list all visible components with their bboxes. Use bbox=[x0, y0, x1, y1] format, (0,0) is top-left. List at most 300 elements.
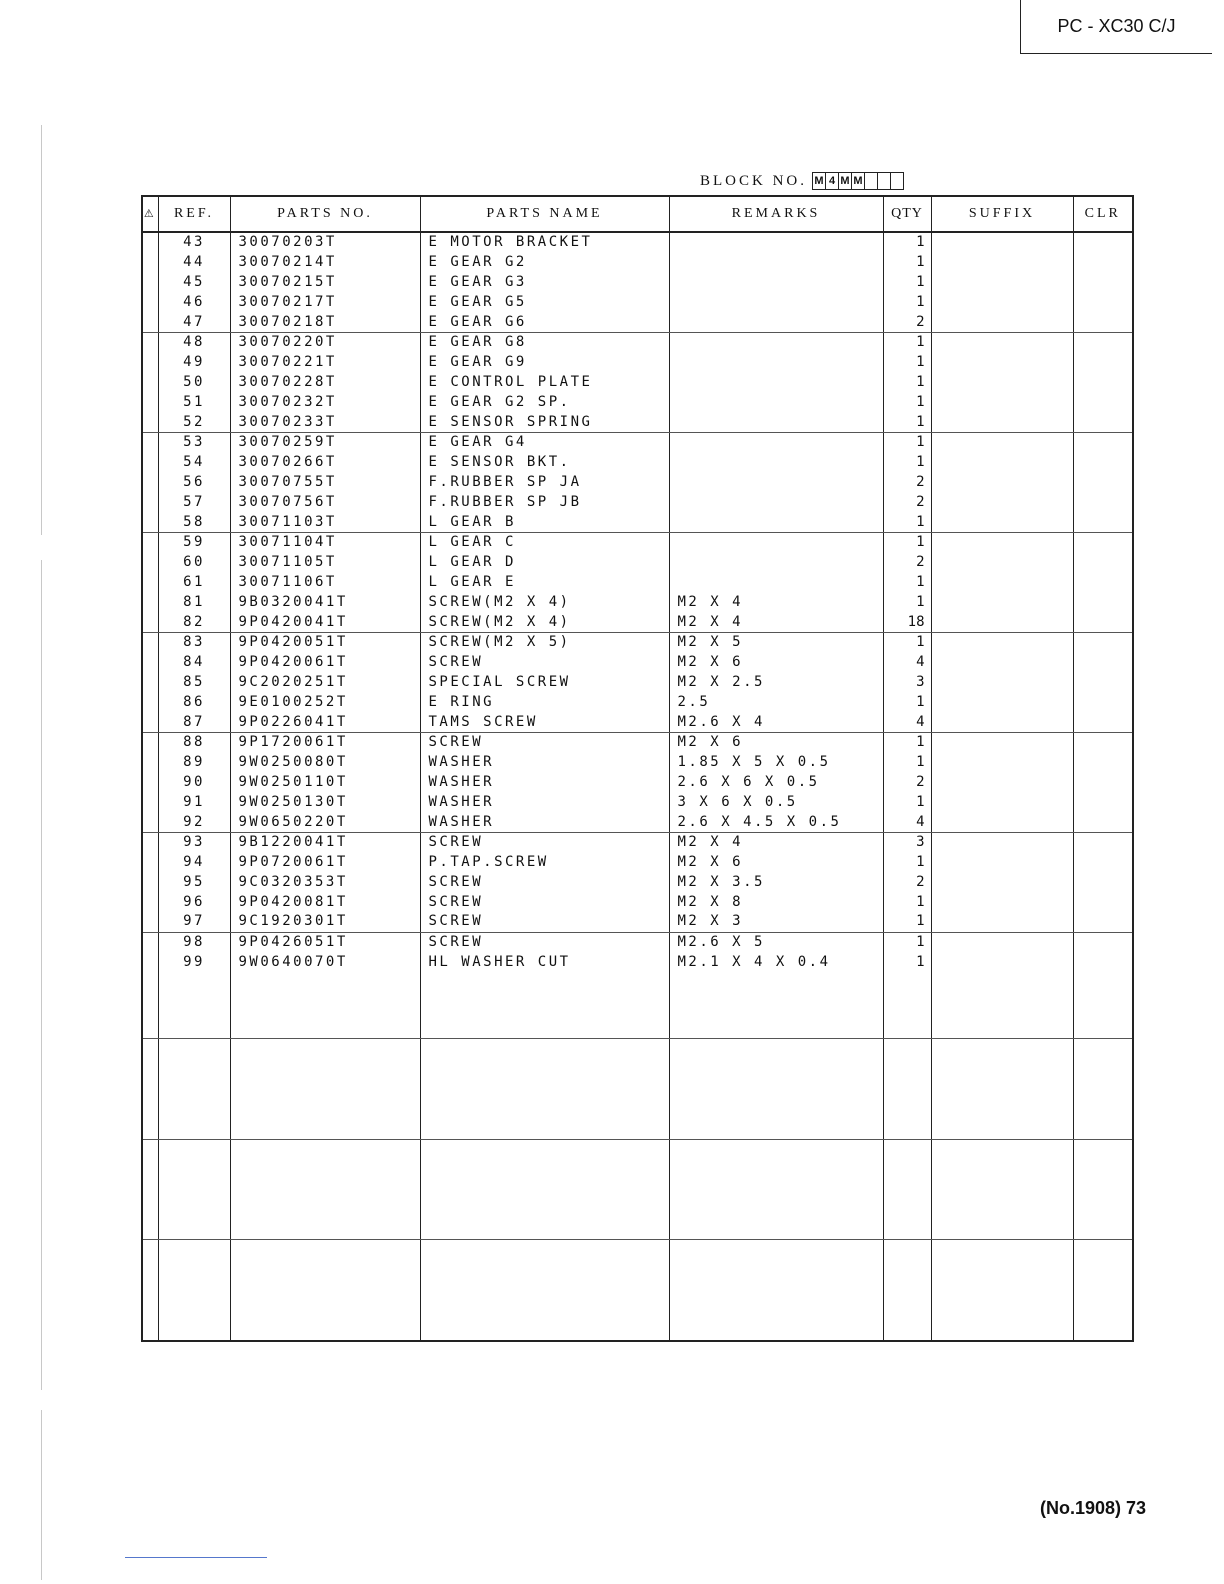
remarks-cell: 3 X 6 X 0.5 bbox=[669, 792, 883, 812]
empty-cell bbox=[669, 1039, 883, 1140]
clr-cell bbox=[1073, 612, 1133, 632]
safety-mark-cell bbox=[142, 592, 158, 612]
parts-no-cell: 9W0250080T bbox=[230, 753, 420, 773]
suffix-cell bbox=[931, 653, 1073, 673]
table-row bbox=[142, 512, 1133, 532]
remarks-cell bbox=[669, 573, 883, 593]
safety-mark-cell bbox=[142, 412, 158, 432]
ref-cell: 58 bbox=[158, 512, 230, 532]
parts-name-cell: E GEAR G8 bbox=[420, 332, 669, 352]
remarks-cell: M2 X 4 bbox=[669, 612, 883, 632]
safety-mark-cell bbox=[142, 392, 158, 412]
qty-cell: 3 bbox=[883, 832, 931, 852]
remarks-cell: M2 X 6 bbox=[669, 853, 883, 873]
qty-cell: 4 bbox=[883, 653, 931, 673]
parts-no-cell: 30070214T bbox=[230, 253, 420, 273]
ref-cell: 49 bbox=[158, 353, 230, 373]
ref-cell: 59 bbox=[158, 532, 230, 552]
table-row bbox=[142, 332, 1133, 352]
safety-mark-cell bbox=[142, 632, 158, 652]
empty-cell bbox=[158, 972, 230, 1039]
safety-mark-cell bbox=[142, 312, 158, 332]
clr-cell bbox=[1073, 373, 1133, 393]
empty-row bbox=[142, 1139, 1133, 1240]
model-number: PC - XC30 C/J bbox=[1057, 16, 1176, 36]
suffix-cell bbox=[931, 812, 1073, 832]
table-row bbox=[142, 473, 1133, 493]
ref-cell: 81 bbox=[158, 592, 230, 612]
empty-row bbox=[142, 1039, 1133, 1140]
parts-list-table bbox=[141, 195, 1134, 1342]
remarks-cell bbox=[669, 392, 883, 412]
suffix-cell bbox=[931, 473, 1073, 493]
remarks-cell bbox=[669, 253, 883, 273]
qty-cell: 2 bbox=[883, 312, 931, 332]
suffix-cell bbox=[931, 532, 1073, 552]
parts-no-cell: 9E0100252T bbox=[230, 692, 420, 712]
table-row bbox=[142, 373, 1133, 393]
clr-cell bbox=[1073, 932, 1133, 952]
clr-cell bbox=[1073, 573, 1133, 593]
table-row bbox=[142, 553, 1133, 573]
qty-cell: 1 bbox=[883, 353, 931, 373]
parts-no-cell: 9P0420041T bbox=[230, 612, 420, 632]
clr-header: CLR bbox=[1073, 196, 1133, 232]
empty-cell bbox=[158, 1039, 230, 1140]
parts-name-cell: E GEAR G9 bbox=[420, 353, 669, 373]
clr-cell bbox=[1073, 592, 1133, 612]
empty-cell bbox=[142, 1039, 158, 1140]
ref-cell: 47 bbox=[158, 312, 230, 332]
qty-cell: 1 bbox=[883, 892, 931, 912]
block-box bbox=[890, 172, 904, 190]
parts-name-cell: E GEAR G3 bbox=[420, 273, 669, 293]
qty-cell: 1 bbox=[883, 532, 931, 552]
qty-cell: 1 bbox=[883, 432, 931, 452]
table-row bbox=[142, 732, 1133, 752]
ref-cell: 87 bbox=[158, 712, 230, 732]
safety-mark-cell bbox=[142, 453, 158, 473]
suffix-cell bbox=[931, 392, 1073, 412]
suffix-cell bbox=[931, 373, 1073, 393]
empty-cell bbox=[1073, 1139, 1133, 1240]
safety-mark-cell bbox=[142, 653, 158, 673]
parts-table-body bbox=[142, 232, 1133, 1341]
empty-cell bbox=[158, 1240, 230, 1341]
table-row bbox=[142, 753, 1133, 773]
suffix-cell bbox=[931, 773, 1073, 793]
clr-cell bbox=[1073, 492, 1133, 512]
parts-name-cell: WASHER bbox=[420, 812, 669, 832]
qty-cell: 1 bbox=[883, 632, 931, 652]
clr-cell bbox=[1073, 853, 1133, 873]
ref-cell: 44 bbox=[158, 253, 230, 273]
parts-name-cell: WASHER bbox=[420, 792, 669, 812]
parts-name-cell: SCREW bbox=[420, 932, 669, 952]
suffix-cell bbox=[931, 512, 1073, 532]
ref-cell: 86 bbox=[158, 692, 230, 712]
clr-cell bbox=[1073, 673, 1133, 693]
remarks-cell: 2.6 X 6 X 0.5 bbox=[669, 773, 883, 793]
safety-mark-cell bbox=[142, 832, 158, 852]
parts-name-cell: L GEAR E bbox=[420, 573, 669, 593]
parts-no-cell: 30070203T bbox=[230, 232, 420, 253]
remarks-cell: M2.6 X 5 bbox=[669, 932, 883, 952]
suffix-cell bbox=[931, 292, 1073, 312]
parts-no-cell: 30071104T bbox=[230, 532, 420, 552]
qty-cell: 2 bbox=[883, 873, 931, 893]
qty-cell: 1 bbox=[883, 592, 931, 612]
ref-cell: 83 bbox=[158, 632, 230, 652]
parts-no-cell: 30071105T bbox=[230, 553, 420, 573]
ref-cell: 53 bbox=[158, 432, 230, 452]
parts-name-cell: L GEAR C bbox=[420, 532, 669, 552]
clr-cell bbox=[1073, 553, 1133, 573]
safety-mark-cell bbox=[142, 892, 158, 912]
clr-cell bbox=[1073, 812, 1133, 832]
block-number-boxes bbox=[813, 172, 904, 190]
empty-cell bbox=[420, 1240, 669, 1341]
clr-cell bbox=[1073, 353, 1133, 373]
clr-cell bbox=[1073, 773, 1133, 793]
suffix-cell bbox=[931, 712, 1073, 732]
suffix-cell bbox=[931, 312, 1073, 332]
parts-no-cell: 9P0226041T bbox=[230, 712, 420, 732]
suffix-cell bbox=[931, 232, 1073, 253]
empty-cell bbox=[230, 1039, 420, 1140]
empty-cell bbox=[931, 1139, 1073, 1240]
ref-cell: 56 bbox=[158, 473, 230, 493]
empty-cell bbox=[1073, 972, 1133, 1039]
table-row bbox=[142, 392, 1133, 412]
empty-cell bbox=[142, 1240, 158, 1341]
parts-no-cell: 9P1720061T bbox=[230, 732, 420, 752]
suffix-cell bbox=[931, 753, 1073, 773]
parts-no-cell: 30070215T bbox=[230, 273, 420, 293]
ref-cell: 94 bbox=[158, 853, 230, 873]
table-header-row bbox=[142, 196, 1133, 232]
suffix-cell bbox=[931, 673, 1073, 693]
clr-cell bbox=[1073, 512, 1133, 532]
clr-cell bbox=[1073, 432, 1133, 452]
empty-row bbox=[142, 972, 1133, 1039]
parts-no-cell: 9B0320041T bbox=[230, 592, 420, 612]
remarks-cell bbox=[669, 492, 883, 512]
safety-mark-cell bbox=[142, 532, 158, 552]
parts-name-cell: P.TAP.SCREW bbox=[420, 853, 669, 873]
parts-no-cell: 9W0250110T bbox=[230, 773, 420, 793]
block-box: M bbox=[812, 172, 826, 190]
suffix-cell bbox=[931, 592, 1073, 612]
table-row bbox=[142, 573, 1133, 593]
suffix-cell bbox=[931, 253, 1073, 273]
ref-cell: 61 bbox=[158, 573, 230, 593]
safety-mark-cell bbox=[142, 512, 158, 532]
parts-no-cell: 9P0720061T bbox=[230, 853, 420, 873]
safety-mark-cell bbox=[142, 953, 158, 973]
empty-cell bbox=[230, 972, 420, 1039]
empty-cell bbox=[420, 1139, 669, 1240]
clr-cell bbox=[1073, 292, 1133, 312]
remarks-cell bbox=[669, 512, 883, 532]
parts-name-cell: SCREW(M2 X 4) bbox=[420, 612, 669, 632]
remarks-cell: M2 X 3.5 bbox=[669, 873, 883, 893]
clr-cell bbox=[1073, 632, 1133, 652]
empty-cell bbox=[883, 1039, 931, 1140]
suffix-cell bbox=[931, 553, 1073, 573]
qty-cell: 2 bbox=[883, 553, 931, 573]
remarks-cell: M2 X 5 bbox=[669, 632, 883, 652]
empty-cell bbox=[230, 1240, 420, 1341]
ref-cell: 46 bbox=[158, 292, 230, 312]
table-row bbox=[142, 453, 1133, 473]
qty-cell: 1 bbox=[883, 792, 931, 812]
parts-name-cell: SCREW bbox=[420, 873, 669, 893]
table-row bbox=[142, 592, 1133, 612]
parts-name-cell: E SENSOR BKT. bbox=[420, 453, 669, 473]
suffix-cell bbox=[931, 853, 1073, 873]
qty-cell: 1 bbox=[883, 953, 931, 973]
ref-cell: 93 bbox=[158, 832, 230, 852]
remarks-cell: 2.6 X 4.5 X 0.5 bbox=[669, 812, 883, 832]
safety-mark-cell bbox=[142, 353, 158, 373]
qty-cell: 1 bbox=[883, 512, 931, 532]
qty-cell: 3 bbox=[883, 673, 931, 693]
parts-no-cell: 9C1920301T bbox=[230, 912, 420, 932]
parts-no-cell: 9P0420051T bbox=[230, 632, 420, 652]
table-row bbox=[142, 932, 1133, 952]
parts-no-cell: 30070259T bbox=[230, 432, 420, 452]
qty-cell: 1 bbox=[883, 732, 931, 752]
clr-cell bbox=[1073, 792, 1133, 812]
parts-no-cell: 30070266T bbox=[230, 453, 420, 473]
parts-no-cell: 9P0420061T bbox=[230, 653, 420, 673]
clr-cell bbox=[1073, 653, 1133, 673]
empty-cell bbox=[669, 1240, 883, 1341]
clr-cell bbox=[1073, 832, 1133, 852]
parts-name-cell: TAMS SCREW bbox=[420, 712, 669, 732]
ref-cell: 82 bbox=[158, 612, 230, 632]
safety-mark-cell bbox=[142, 292, 158, 312]
suffix-cell bbox=[931, 912, 1073, 932]
safety-mark-cell bbox=[142, 492, 158, 512]
ref-cell: 51 bbox=[158, 392, 230, 412]
safety-mark-cell bbox=[142, 553, 158, 573]
remarks-cell: M2 X 4 bbox=[669, 592, 883, 612]
suffix-cell bbox=[931, 873, 1073, 893]
parts-no-cell: 9W0650220T bbox=[230, 812, 420, 832]
parts-name-header: PARTS NAME bbox=[420, 196, 669, 232]
parts-name-cell: E CONTROL PLATE bbox=[420, 373, 669, 393]
empty-cell bbox=[158, 1139, 230, 1240]
empty-cell bbox=[142, 972, 158, 1039]
parts-name-cell: HL WASHER CUT bbox=[420, 953, 669, 973]
safety-mark-cell bbox=[142, 912, 158, 932]
clr-cell bbox=[1073, 732, 1133, 752]
parts-name-cell: E GEAR G5 bbox=[420, 292, 669, 312]
qty-cell: 1 bbox=[883, 392, 931, 412]
suffix-cell bbox=[931, 332, 1073, 352]
parts-name-cell: SCREW(M2 X 5) bbox=[420, 632, 669, 652]
parts-no-cell: 30070233T bbox=[230, 412, 420, 432]
clr-cell bbox=[1073, 873, 1133, 893]
parts-name-cell: E GEAR G2 SP. bbox=[420, 392, 669, 412]
remarks-cell bbox=[669, 432, 883, 452]
clr-cell bbox=[1073, 912, 1133, 932]
qty-cell: 1 bbox=[883, 573, 931, 593]
remarks-cell bbox=[669, 312, 883, 332]
remarks-cell: 1.85 X 5 X 0.5 bbox=[669, 753, 883, 773]
clr-cell bbox=[1073, 753, 1133, 773]
safety-mark-cell bbox=[142, 373, 158, 393]
table-row bbox=[142, 673, 1133, 693]
bottom-rule bbox=[125, 1557, 267, 1558]
ref-cell: 97 bbox=[158, 912, 230, 932]
empty-cell bbox=[931, 972, 1073, 1039]
qty-cell: 1 bbox=[883, 412, 931, 432]
remarks-cell: M2 X 8 bbox=[669, 892, 883, 912]
table-row bbox=[142, 953, 1133, 973]
suffix-cell bbox=[931, 492, 1073, 512]
qty-cell: 1 bbox=[883, 253, 931, 273]
safety-mark-cell bbox=[142, 792, 158, 812]
table-row bbox=[142, 692, 1133, 712]
remarks-cell: M2 X 6 bbox=[669, 732, 883, 752]
ref-cell: 48 bbox=[158, 332, 230, 352]
clr-cell bbox=[1073, 312, 1133, 332]
remarks-cell: M2 X 3 bbox=[669, 912, 883, 932]
remarks-cell: 2.5 bbox=[669, 692, 883, 712]
table-row bbox=[142, 492, 1133, 512]
table-row bbox=[142, 792, 1133, 812]
safety-mark-cell bbox=[142, 253, 158, 273]
empty-cell bbox=[420, 972, 669, 1039]
parts-no-cell: 30070228T bbox=[230, 373, 420, 393]
qty-cell: 1 bbox=[883, 292, 931, 312]
remarks-cell bbox=[669, 553, 883, 573]
parts-name-cell: E GEAR G2 bbox=[420, 253, 669, 273]
block-box: M bbox=[838, 172, 852, 190]
parts-name-cell: WASHER bbox=[420, 753, 669, 773]
remarks-header: REMARKS bbox=[669, 196, 883, 232]
clr-cell bbox=[1073, 253, 1133, 273]
table-row bbox=[142, 892, 1133, 912]
parts-no-cell: 9P0420081T bbox=[230, 892, 420, 912]
safety-mark-cell bbox=[142, 273, 158, 293]
clr-cell bbox=[1073, 953, 1133, 973]
clr-cell bbox=[1073, 692, 1133, 712]
remarks-cell bbox=[669, 232, 883, 253]
parts-no-cell: 30070221T bbox=[230, 353, 420, 373]
table-row bbox=[142, 712, 1133, 732]
ref-cell: 43 bbox=[158, 232, 230, 253]
qty-cell: 4 bbox=[883, 812, 931, 832]
parts-name-cell: SCREW(M2 X 4) bbox=[420, 592, 669, 612]
qty-cell: 18 bbox=[883, 612, 931, 632]
margin-line bbox=[41, 1410, 42, 1580]
empty-cell bbox=[931, 1039, 1073, 1140]
empty-row bbox=[142, 1240, 1133, 1341]
safety-mark-cell bbox=[142, 692, 158, 712]
qty-cell: 1 bbox=[883, 932, 931, 952]
table-row bbox=[142, 812, 1133, 832]
clr-cell bbox=[1073, 453, 1133, 473]
table-row bbox=[142, 912, 1133, 932]
empty-cell bbox=[883, 972, 931, 1039]
remarks-cell: M2 X 4 bbox=[669, 832, 883, 852]
table-row bbox=[142, 312, 1133, 332]
clr-cell bbox=[1073, 892, 1133, 912]
remarks-cell bbox=[669, 532, 883, 552]
suffix-cell bbox=[931, 953, 1073, 973]
remarks-cell: M2 X 2.5 bbox=[669, 673, 883, 693]
block-box bbox=[877, 172, 891, 190]
qty-cell: 1 bbox=[883, 232, 931, 253]
ref-cell: 92 bbox=[158, 812, 230, 832]
clr-cell bbox=[1073, 392, 1133, 412]
table-row bbox=[142, 853, 1133, 873]
qty-cell: 4 bbox=[883, 712, 931, 732]
ref-cell: 52 bbox=[158, 412, 230, 432]
table-row bbox=[142, 432, 1133, 452]
safety-mark-cell bbox=[142, 873, 158, 893]
model-number-box bbox=[1020, 0, 1212, 54]
parts-no-cell: 9C2020251T bbox=[230, 673, 420, 693]
parts-name-cell: SCREW bbox=[420, 653, 669, 673]
ref-cell: 95 bbox=[158, 873, 230, 893]
clr-cell bbox=[1073, 712, 1133, 732]
remarks-cell bbox=[669, 292, 883, 312]
margin-line bbox=[41, 560, 42, 1390]
safety-mark-cell bbox=[142, 753, 158, 773]
parts-name-cell: SCREW bbox=[420, 832, 669, 852]
parts-name-cell: SCREW bbox=[420, 732, 669, 752]
parts-name-cell: E GEAR G4 bbox=[420, 432, 669, 452]
clr-cell bbox=[1073, 412, 1133, 432]
clr-cell bbox=[1073, 332, 1133, 352]
parts-name-cell: E MOTOR BRACKET bbox=[420, 232, 669, 253]
clr-cell bbox=[1073, 532, 1133, 552]
ref-cell: 54 bbox=[158, 453, 230, 473]
qty-cell: 1 bbox=[883, 332, 931, 352]
qty-cell: 2 bbox=[883, 473, 931, 493]
remarks-cell: M2 X 6 bbox=[669, 653, 883, 673]
parts-no-cell: 30070755T bbox=[230, 473, 420, 493]
safety-mark-cell bbox=[142, 812, 158, 832]
parts-no-cell: 30070232T bbox=[230, 392, 420, 412]
qty-cell: 1 bbox=[883, 692, 931, 712]
safety-mark-cell bbox=[142, 932, 158, 952]
remarks-cell bbox=[669, 273, 883, 293]
remarks-cell: M2.6 X 4 bbox=[669, 712, 883, 732]
parts-name-cell: WASHER bbox=[420, 773, 669, 793]
safety-mark-cell bbox=[142, 473, 158, 493]
remarks-cell bbox=[669, 373, 883, 393]
safety-mark-cell bbox=[142, 332, 158, 352]
table-row bbox=[142, 632, 1133, 652]
suffix-cell bbox=[931, 573, 1073, 593]
suffix-cell bbox=[931, 432, 1073, 452]
empty-cell bbox=[142, 1139, 158, 1240]
remarks-cell bbox=[669, 453, 883, 473]
qty-cell: 1 bbox=[883, 912, 931, 932]
block-number bbox=[700, 172, 904, 190]
parts-name-cell: L GEAR D bbox=[420, 553, 669, 573]
qty-cell: 1 bbox=[883, 453, 931, 473]
parts-name-cell: SCREW bbox=[420, 912, 669, 932]
ref-cell: 85 bbox=[158, 673, 230, 693]
suffix-cell bbox=[931, 412, 1073, 432]
